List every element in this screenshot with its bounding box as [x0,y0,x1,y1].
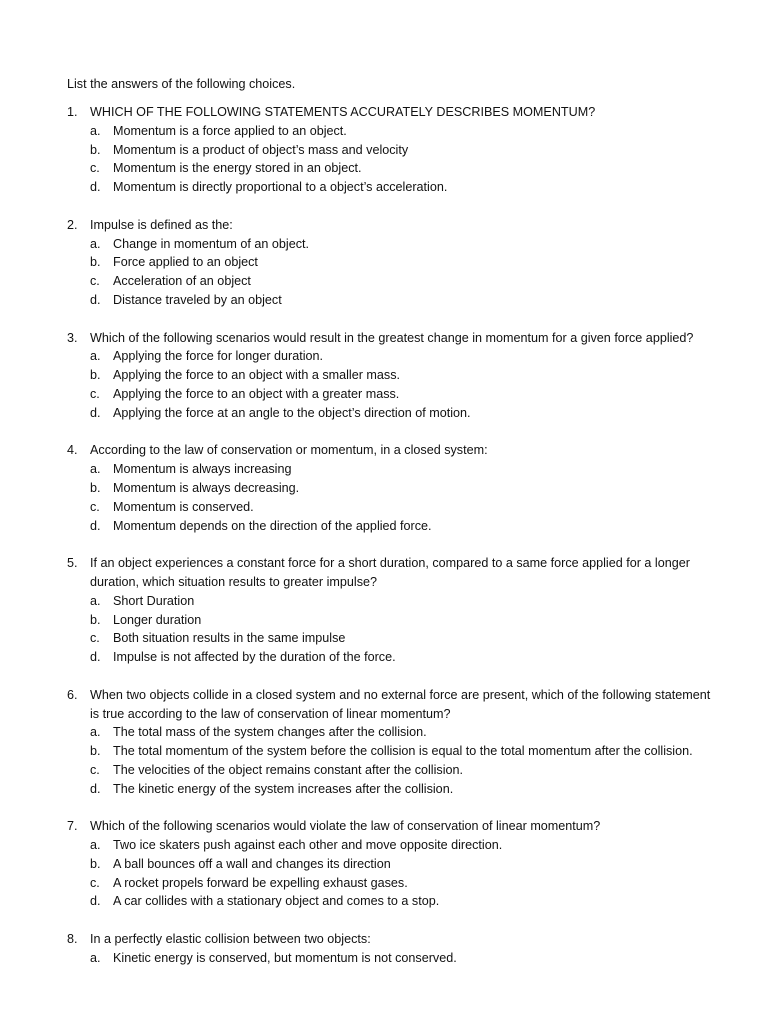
answer-option [67,611,728,630]
option-letter: d. [90,894,101,909]
question-text: In a perfectly elastic collision between two objects: [90,932,371,947]
answer-option [67,780,728,799]
option-text: Momentum depends on the direction of the applied force. [113,518,432,533]
question-number: 4. [67,443,78,458]
option-text: Momentum is a force applied to an object. [113,123,347,138]
question-item [67,329,728,423]
answer-option [67,742,728,761]
question-number: 3. [67,330,78,345]
option-letter: c. [90,386,100,401]
answer-option [67,253,728,272]
question-row [67,103,728,122]
question-number: 8. [67,932,78,947]
question-number: 5. [67,556,78,571]
option-letter: d. [90,518,101,533]
question-item [67,817,728,911]
option-letter: c. [90,274,100,289]
option-letter: b. [90,480,101,495]
option-text: Longer duration [113,612,202,627]
option-letter: c. [90,161,100,176]
option-letter: a. [90,725,101,740]
answer-option [67,892,728,911]
option-text: Distance traveled by an object [113,292,282,307]
answer-option [67,460,728,479]
option-letter: b. [90,856,101,871]
answer-option [67,366,728,385]
question-text: If an object experiences a constant force for a short duration, compared to a same force applied for a longer duration, which situation results to greater impulse? [90,556,690,589]
answer-option [67,874,728,893]
question-text: Impulse is defined as the: [90,217,233,232]
answer-option [67,498,728,517]
answer-option [67,855,728,874]
question-number: 6. [67,687,78,702]
answer-option [67,122,728,141]
option-letter: a. [90,593,101,608]
option-text: Change in momentum of an object. [113,236,310,251]
option-letter: d. [90,650,101,665]
answer-option [67,836,728,855]
question-item [67,554,728,667]
answer-option [67,479,728,498]
option-text: Applying the force at an angle to the object’s direction of motion. [113,405,471,420]
option-text: The total mass of the system changes after the collision. [113,725,427,740]
option-text: Applying the force to an object with a greater mass. [113,386,400,401]
option-letter: b. [90,744,101,759]
answer-option [67,272,728,291]
answer-option [67,404,728,423]
option-letter: c. [90,762,100,777]
answer-option [67,723,728,742]
answer-option [67,648,728,667]
option-letter: b. [90,142,101,157]
question-row [67,686,728,724]
question-text: WHICH OF THE FOLLOWING STATEMENTS ACCURATELY DESCRIBES MOMENTUM? [90,105,596,119]
answer-option [67,517,728,536]
option-letter: b. [90,255,101,270]
question-item [67,216,728,310]
question-number: 7. [67,819,78,834]
question-text: Which of the following scenarios would violate the law of conservation of linear momentum? [90,819,601,834]
question-text: According to the law of conservation or momentum, in a closed system: [90,443,488,458]
option-text: Momentum is the energy stored in an object. [113,161,362,176]
option-text: The kinetic energy of the system increases after the collision. [113,781,454,796]
option-letter: a. [90,123,101,138]
option-letter: d. [90,405,101,420]
question-row [67,930,728,949]
option-text: Applying the force to an object with a smaller mass. [113,368,400,383]
option-text: Applying the force for longer duration. [113,349,324,364]
option-text: Acceleration of an object [113,274,251,289]
option-text: Both situation results in the same impulse [113,631,346,646]
option-text: Two ice skaters push against each other and move opposite direction. [113,838,503,853]
option-text: Momentum is always increasing [113,462,292,477]
question-row [67,817,728,836]
option-text: The total momentum of the system before the collision is equal to the total momentum after the collision. [113,744,693,759]
option-letter: c. [90,631,100,646]
option-text: Momentum is directly proportional to a object’s acceleration. [113,180,448,195]
question-item [67,686,728,799]
question-list [67,103,728,968]
question-number: 1. [67,105,78,119]
instructions-text: List the answers of the following choices. [67,77,296,91]
option-text: A rocket propels forward be expelling exhaust gases. [113,875,408,890]
answer-option [67,159,728,178]
question-text: When two objects collide in a closed system and no external force are present, which of the following statement is true according to the law of conservation of linear momentum? [90,687,711,721]
question-text: Which of the following scenarios would result in the greatest change in momentum for a given force applied? [90,330,694,345]
question-item [67,441,728,535]
option-letter: b. [90,612,101,627]
option-text: A car collides with a stationary object and comes to a stop. [113,894,440,909]
answer-option [67,347,728,366]
question-row [67,441,728,460]
option-letter: a. [90,462,101,477]
question-number: 2. [67,217,78,232]
option-letter: a. [90,236,101,251]
question-row [67,329,728,348]
answer-option [67,141,728,160]
answer-option [67,178,728,197]
option-text: A ball bounces off a wall and changes its direction [113,856,391,871]
question-item [67,103,728,197]
option-letter: b. [90,368,101,383]
option-letter: d. [90,180,101,195]
option-text: Force applied to an object [113,255,258,270]
answer-option [67,629,728,648]
option-letter: d. [90,781,101,796]
option-text: Kinetic energy is conserved, but momentum is not conserved. [113,950,457,965]
option-letter: c. [90,499,100,514]
option-letter: a. [90,950,101,965]
question-row [67,554,728,592]
answer-option [67,385,728,404]
option-text: Momentum is a product of object’s mass and velocity [113,142,409,157]
option-letter: d. [90,292,101,307]
answer-option [67,592,728,611]
option-text: The velocities of the object remains constant after the collision. [113,762,464,777]
option-text: Impulse is not affected by the duration of the force. [113,650,396,665]
option-text: Momentum is conserved. [113,499,254,514]
question-item [67,930,728,968]
option-letter: a. [90,349,101,364]
option-text: Short Duration [113,593,195,608]
answer-option [67,235,728,254]
answer-option [67,291,728,310]
answer-option [67,761,728,780]
answer-option [67,949,728,968]
option-letter: a. [90,838,101,853]
question-row [67,216,728,235]
option-letter: c. [90,875,100,890]
option-text: Momentum is always decreasing. [113,480,300,495]
